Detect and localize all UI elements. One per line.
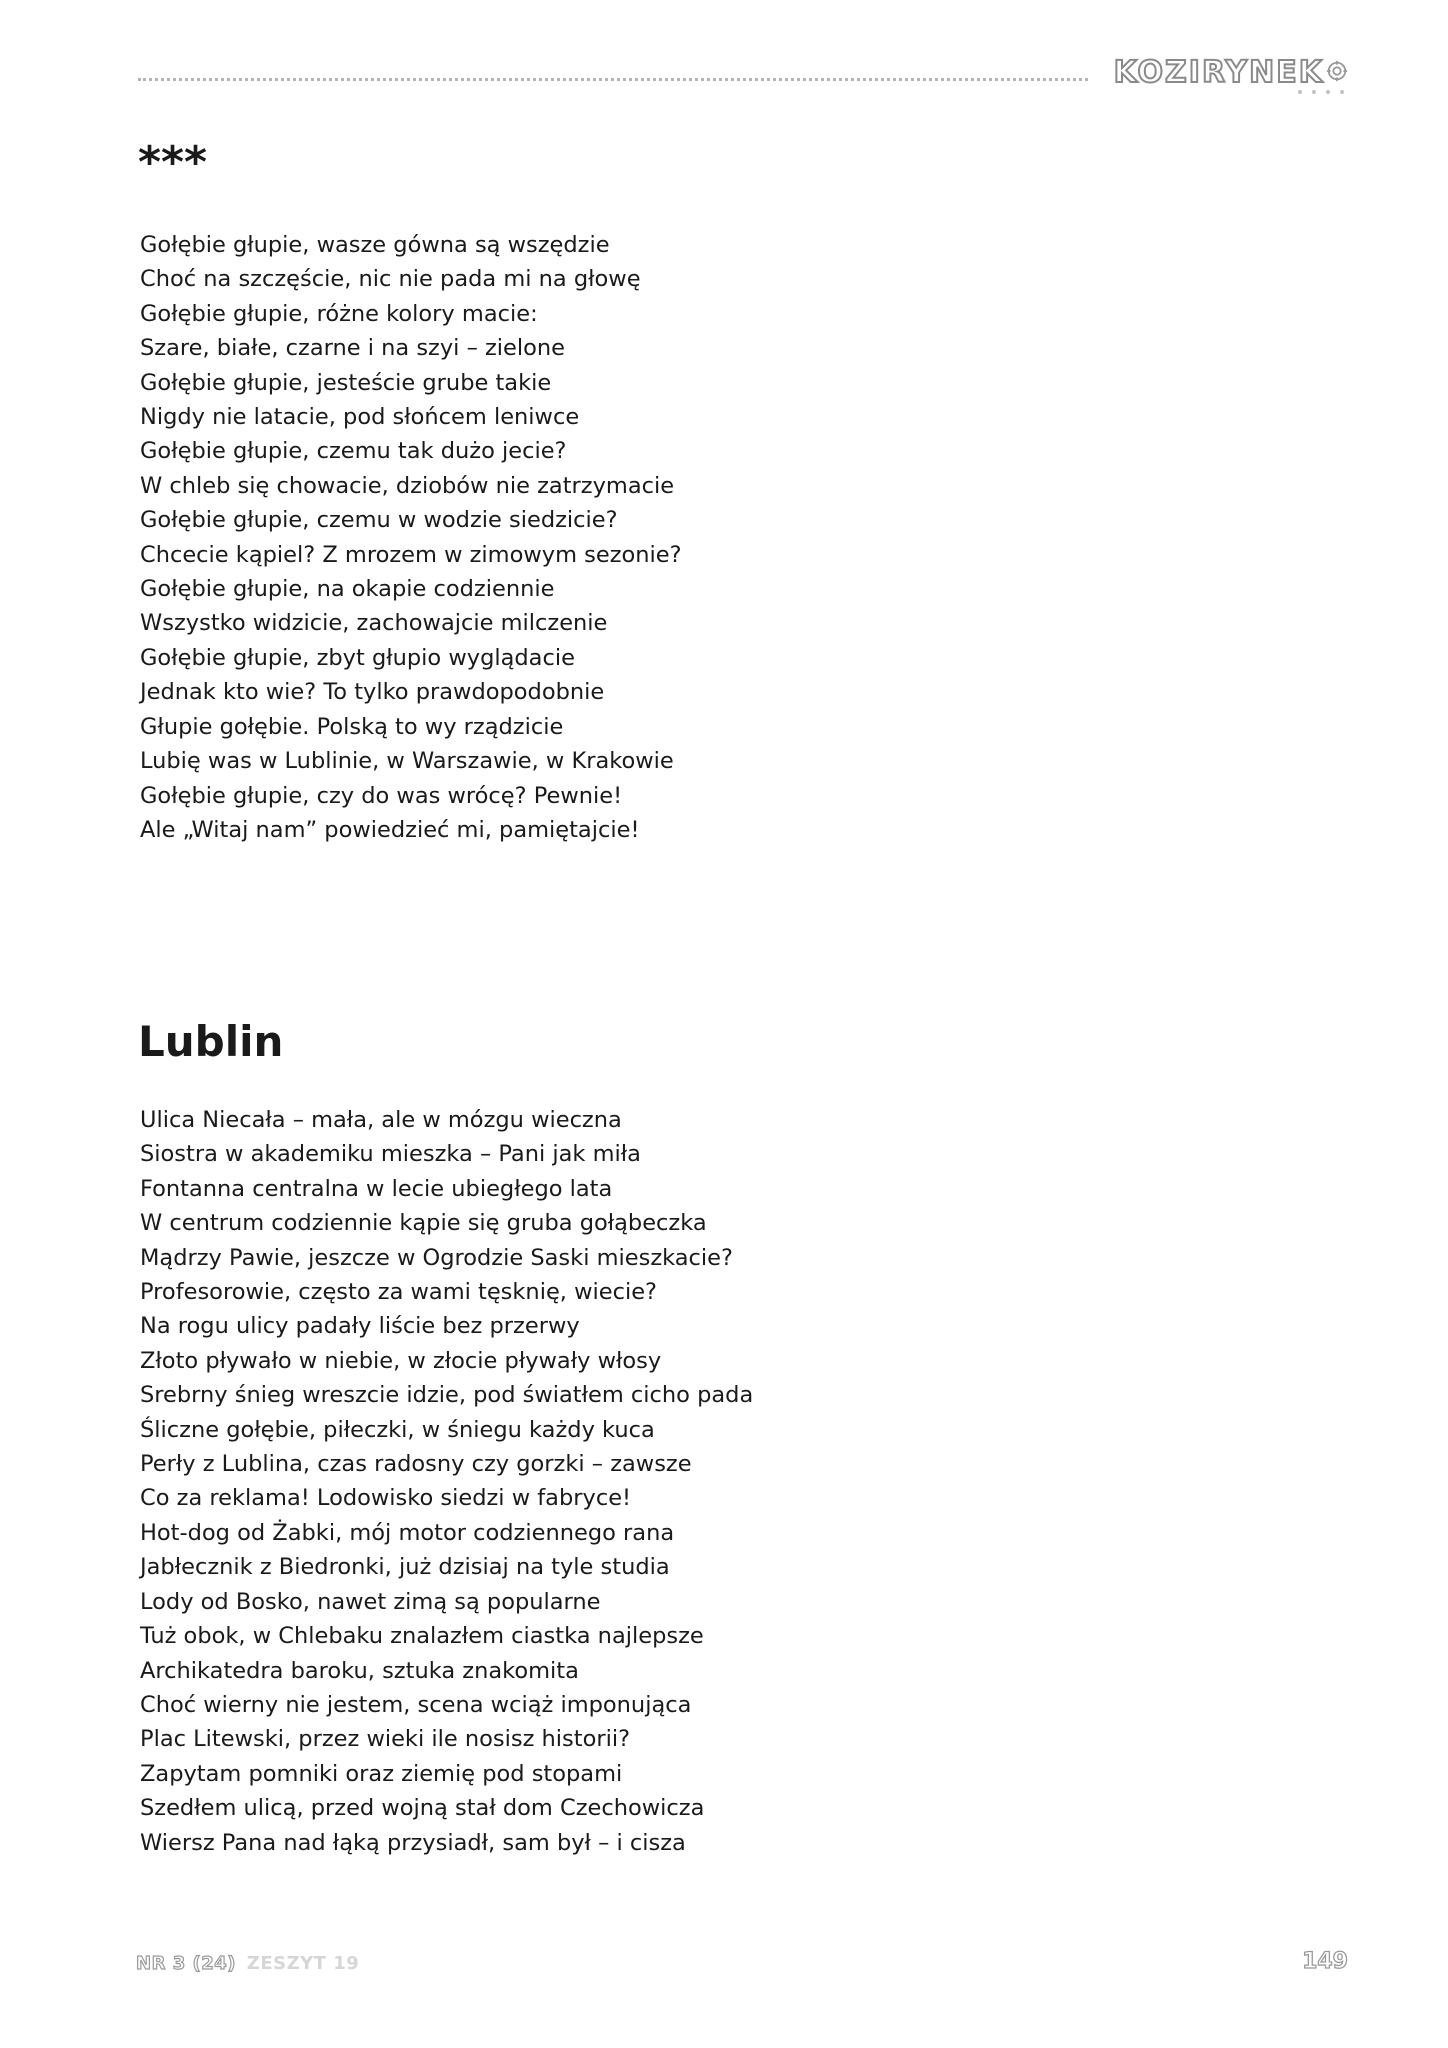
poem-line: Ale „Witaj nam” powiedzieć mi, pamiętajcie!	[140, 816, 640, 843]
poem-line: Srebrny śnieg wreszcie idzie, pod światłem cicho pada	[140, 1382, 754, 1409]
poem-line: Chcecie kąpiel? Z mrozem w zimowym sezonie?	[140, 541, 682, 568]
poem-line: Gołębie głupie, zbyt głupio wyglądacie	[140, 644, 575, 671]
poem-line: Co za reklama! Lodowisko siedzi w fabryce!	[140, 1485, 632, 1512]
poem-line: Jabłecznik z Biedronki, już dzisiaj na tyle studia	[140, 1554, 670, 1581]
poem-line: Gołębie głupie, czemu w wodzie siedzicie?	[140, 507, 618, 534]
issue-number: NR 3 (24)	[136, 1953, 236, 1974]
poem-line: Zapytam pomniki oraz ziemię pod stopami	[140, 1760, 623, 1787]
poem-line: Perły z Lublina, czas radosny czy gorzki – zawsze	[140, 1451, 692, 1478]
page-number: 149	[1302, 1949, 1348, 1974]
poem-line: Gołębie głupie, czemu tak dużo jecie?	[140, 438, 567, 465]
poem-2-title: Lublin	[138, 1017, 284, 1066]
poem-line: Fontanna centralna w lecie ubiegłego lata	[140, 1175, 613, 1202]
poem-line: Mądrzy Pawie, jeszcze w Ogrodzie Saski mieszkacie?	[140, 1244, 733, 1271]
poem-line: Głupie gołębie. Polską to wy rządzicie	[140, 713, 564, 740]
poem-line: Jednak kto wie? To tylko prawdopodobnie	[140, 679, 605, 706]
volume-number: ZESZYT 19	[246, 1953, 360, 1974]
page-header	[138, 56, 1348, 96]
poem-1-text	[140, 228, 682, 847]
poem-line: Gołębie głupie, jesteście grube takie	[140, 369, 552, 396]
kozirynek-logo	[1114, 56, 1348, 96]
poem-1-title: ***	[138, 137, 208, 188]
poem-line: Choć na szczęście, nic nie pada mi na głowę	[140, 266, 641, 293]
poem-line: Gołębie głupie, różne kolory macie:	[140, 300, 538, 327]
poem-line: W centrum codziennie kąpie się gruba gołąbeczka	[140, 1210, 707, 1237]
dotted-header-rule	[138, 78, 1088, 81]
poem-line: W chleb się chowacie, dziobów nie zatrzymacie	[140, 472, 675, 499]
poem-line: Złoto pływało w niebie, w złocie pływały włosy	[140, 1347, 662, 1374]
logo-dots	[1298, 90, 1344, 94]
issue-info	[136, 1952, 359, 1976]
poem-line: Tuż obok, w Chlebaku znalazłem ciastka najlepsze	[140, 1623, 704, 1650]
poem-line: Profesorowie, często za wami tęsknię, wiecie?	[140, 1279, 657, 1306]
poem-line: Plac Litewski, przez wieki ile nosisz historii?	[140, 1726, 631, 1753]
poem-line: Siostra w akademiku mieszka – Pani jak miła	[140, 1141, 641, 1168]
poem-line: Archikatedra baroku, sztuka znakomita	[140, 1657, 579, 1684]
poem-line: Lody od Bosko, nawet zimą są popularne	[140, 1588, 601, 1615]
logo-text: KOZIRYNEK	[1113, 55, 1324, 90]
poem-2-text	[140, 1103, 753, 1860]
poem-line: Szare, białe, czarne i na szyi – zielone	[140, 335, 566, 362]
poem-line: Gołębie głupie, wasze gówna są wszędzie	[140, 232, 610, 258]
poem-line: Hot-dog od Żabki, mój motor codziennego rana	[140, 1519, 675, 1546]
gear-icon	[1326, 60, 1348, 82]
poem-line: Choć wierny nie jestem, scena wciąż imponująca	[140, 1691, 692, 1718]
poem-line: Ulica Niecała – mała, ale w mózgu wieczna	[140, 1107, 622, 1133]
poem-line: Nigdy nie latacie, pod słońcem leniwce	[140, 404, 580, 431]
poem-line: Szedłem ulicą, przed wojną stał dom Czechowicza	[140, 1795, 705, 1822]
poem-line: Wiersz Pana nad łąką przysiadł, sam był – i cisza	[140, 1829, 686, 1856]
poem-line: Lubię was w Lublinie, w Warszawie, w Krakowie	[140, 748, 674, 775]
poem-line: Gołębie głupie, na okapie codziennie	[140, 576, 555, 603]
poem-line: Wszystko widzicie, zachowajcie milczenie	[140, 610, 608, 637]
poem-line: Gołębie głupie, czy do was wrócę? Pewnie!	[140, 782, 623, 809]
poem-line: Na rogu ulicy padały liście bez przerwy	[140, 1313, 580, 1340]
poem-line: Śliczne gołębie, piłeczki, w śniegu każdy kuca	[140, 1416, 655, 1443]
